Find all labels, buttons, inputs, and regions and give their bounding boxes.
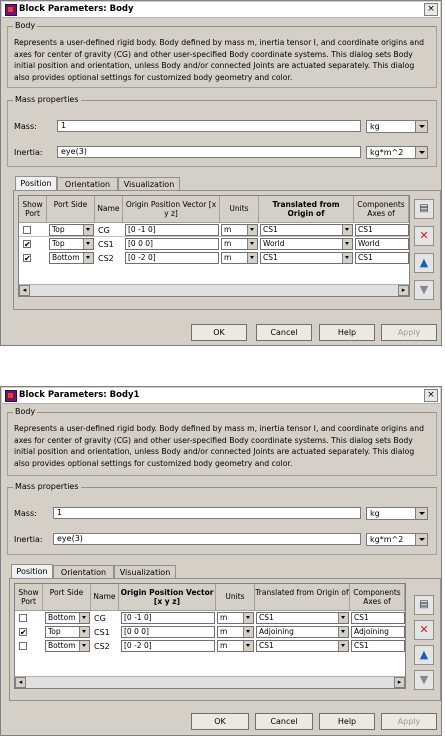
row-name: CG [98, 226, 110, 235]
inertia-unit-value: kg*m^2 [370, 535, 404, 544]
dialog-block-parameters-body1 [0, 386, 442, 736]
tab-orientation[interactable]: Orientation [53, 565, 114, 579]
chevron-down-icon[interactable] [243, 627, 253, 637]
translated-from-value: Adjoining [259, 627, 294, 636]
horizontal-scrollbar[interactable] [19, 284, 409, 296]
matlab-block-icon [5, 4, 17, 16]
port-side-select[interactable] [45, 626, 90, 638]
cancel-button[interactable]: Cancel [256, 324, 312, 341]
mass-unit-value: kg [370, 122, 380, 131]
units-value: m [220, 613, 228, 622]
mass-input[interactable]: 1 [57, 120, 361, 132]
translated-from-value: CS1 [263, 253, 278, 262]
port-side-value: Bottom [52, 253, 80, 262]
body-group-label: Body [15, 407, 36, 416]
units-select[interactable] [221, 238, 258, 250]
chevron-down-icon[interactable] [338, 641, 348, 651]
units-value: m [224, 225, 232, 234]
units-value: m [220, 627, 228, 636]
mass-label: Mass: [14, 509, 37, 518]
chevron-down-icon[interactable] [342, 253, 352, 263]
chevron-down-icon[interactable] [415, 534, 427, 545]
mass-unit-value: kg [370, 509, 380, 518]
ok-button[interactable]: OK [191, 713, 249, 730]
arrow-up-icon[interactable]: ▲ [414, 645, 434, 665]
components-axes-field[interactable]: CS1 [351, 612, 405, 624]
arrow-down-icon[interactable]: ▼ [414, 280, 434, 300]
mass-unit-select[interactable] [366, 507, 428, 520]
dialog-title: Block Parameters: Body [19, 4, 134, 14]
delete-icon[interactable]: ✕ [414, 226, 434, 246]
show-port-checkbox[interactable] [23, 226, 31, 234]
dialog-block-parameters-body [0, 0, 442, 346]
port-side-value: Top [52, 225, 65, 234]
position-tab-panel [13, 190, 441, 310]
chevron-down-icon[interactable] [342, 225, 352, 235]
header-port-side: Port Side [47, 196, 95, 223]
body-group [7, 21, 437, 88]
tab-orientation[interactable]: Orientation [57, 177, 118, 191]
translated-from-select[interactable] [260, 224, 353, 236]
table-icon[interactable]: ▤ [414, 595, 434, 615]
chevron-down-icon[interactable] [83, 253, 93, 263]
tab-visualization[interactable]: Visualization [114, 565, 176, 579]
components-axes-field[interactable]: CS1 [351, 640, 405, 652]
chevron-down-icon[interactable] [415, 508, 427, 519]
port-side-value: Top [48, 627, 61, 636]
tab-position[interactable]: Position [11, 564, 53, 579]
title-bar[interactable] [2, 2, 440, 18]
scroll-left-icon[interactable]: ◂ [15, 677, 26, 688]
chevron-down-icon[interactable] [79, 613, 89, 623]
units-select[interactable] [217, 612, 254, 624]
inertia-label: Inertia: [14, 535, 43, 544]
inertia-unit-select[interactable] [366, 146, 428, 159]
chevron-down-icon[interactable] [83, 225, 93, 235]
arrow-up-icon[interactable]: ▲ [414, 253, 434, 273]
chevron-down-icon[interactable] [247, 239, 257, 249]
apply-button[interactable]: Apply [381, 324, 437, 341]
inertia-unit-select[interactable] [366, 533, 428, 546]
dialog-title: Block Parameters: Body1 [19, 390, 140, 400]
close-icon[interactable]: × [424, 389, 438, 402]
inertia-label: Inertia: [14, 148, 43, 157]
chevron-down-icon[interactable] [247, 225, 257, 235]
chevron-down-icon[interactable] [338, 613, 348, 623]
header-name: Name [91, 584, 119, 611]
header-translated-from: Translated from Origin of [259, 196, 354, 223]
origin-field[interactable]: [0 -2 0] [125, 252, 219, 264]
chevron-down-icon[interactable] [243, 641, 253, 651]
position-table [18, 195, 410, 297]
mass-input[interactable]: 1 [53, 507, 361, 519]
header-translated-from: Translated from Origin of [255, 584, 350, 611]
position-tab-panel [9, 578, 441, 701]
body-group [7, 407, 437, 476]
header-components-axes: Components Axes of [354, 196, 409, 223]
components-axes-field[interactable]: World [355, 238, 409, 250]
row-name: CS2 [98, 254, 114, 263]
header-origin-position: Origin Position Vector [x y z] [123, 196, 220, 223]
chevron-down-icon[interactable] [83, 239, 93, 249]
header-components-axes: Components Axes of [350, 584, 405, 611]
body-description: Represents a user-defined rigid body. Body defined by mass m, inertia tensor I, and coordinate origins and axes for center of gravity (CG) and other user-specified Body coordinate systems. This dialog sets Body initial position and orientation, unless Body and/or connected Joints are actuated separately. This dialog also provides optional settings for customized body geometry and color. [14, 38, 424, 82]
header-origin-position: Origin Position Vector [x y z] [119, 584, 216, 611]
table-icon[interactable]: ▤ [414, 199, 434, 219]
components-axes-field[interactable]: CS1 [355, 224, 409, 236]
show-port-checkbox[interactable]: ✔ [24, 240, 31, 249]
inertia-input[interactable]: eye(3) [53, 533, 361, 545]
units-select[interactable] [217, 640, 254, 652]
mass-properties-group [7, 95, 437, 167]
chevron-down-icon[interactable] [415, 147, 427, 158]
header-port-side: Port Side [43, 584, 91, 611]
mass-label: Mass: [14, 122, 37, 131]
origin-field[interactable]: [0 -1 0] [121, 612, 215, 624]
arrow-down-icon[interactable]: ▼ [414, 670, 434, 690]
translated-from-value: CS1 [259, 641, 274, 650]
body-group-label: Body [15, 21, 36, 30]
inertia-unit-value: kg*m^2 [370, 148, 404, 157]
mass-properties-group [7, 482, 437, 555]
chevron-down-icon[interactable] [415, 121, 427, 132]
show-port-checkbox[interactable]: ✔ [20, 628, 27, 637]
help-button[interactable]: Help [319, 713, 375, 730]
translated-from-select[interactable] [256, 640, 349, 652]
help-button[interactable]: Help [319, 324, 375, 341]
close-icon[interactable]: × [424, 3, 438, 16]
mass-properties-label: Mass properties [15, 95, 79, 104]
row-name: CG [94, 614, 106, 623]
port-side-select[interactable] [49, 238, 94, 250]
horizontal-scrollbar[interactable] [15, 676, 405, 688]
show-port-checkbox[interactable] [19, 614, 27, 622]
scroll-right-icon[interactable]: ▸ [394, 677, 405, 688]
port-side-select[interactable] [45, 612, 90, 624]
chevron-down-icon[interactable] [338, 627, 348, 637]
header-units: Units [216, 584, 255, 611]
port-side-select[interactable] [49, 224, 94, 236]
translated-from-value: CS1 [259, 613, 274, 622]
show-port-checkbox[interactable] [19, 642, 27, 650]
origin-field[interactable]: [0 0 0] [125, 238, 219, 250]
mass-properties-label: Mass properties [15, 482, 79, 491]
translated-from-value: CS1 [263, 225, 278, 234]
units-select[interactable] [221, 252, 258, 264]
scroll-right-icon[interactable]: ▸ [398, 285, 409, 296]
translated-from-select[interactable] [256, 626, 349, 638]
origin-field[interactable]: [0 0 0] [121, 626, 215, 638]
mass-unit-select[interactable] [366, 120, 428, 133]
translated-from-select[interactable] [260, 252, 353, 264]
units-value: m [220, 641, 228, 650]
chevron-down-icon[interactable] [247, 253, 257, 263]
ok-button[interactable]: OK [191, 324, 247, 341]
units-value: m [224, 253, 232, 262]
translated-from-select[interactable] [260, 238, 353, 250]
delete-icon[interactable]: ✕ [414, 620, 434, 640]
units-value: m [224, 239, 232, 248]
header-show-port: Show Port [19, 196, 47, 223]
chevron-down-icon[interactable] [243, 613, 253, 623]
origin-field[interactable]: [0 -2 0] [121, 640, 215, 652]
tab-visualization[interactable]: Visualization [118, 177, 180, 191]
inertia-input[interactable]: eye(3) [57, 146, 361, 158]
components-axes-field[interactable]: Adjoining [351, 626, 405, 638]
tab-position[interactable]: Position [15, 176, 57, 191]
row-name: CS1 [98, 240, 114, 249]
header-units: Units [220, 196, 259, 223]
row-name: CS1 [94, 628, 110, 637]
header-show-port: Show Port [15, 584, 43, 611]
port-side-select[interactable] [49, 252, 94, 264]
position-table [14, 583, 406, 689]
body-description: Represents a user-defined rigid body. Body defined by mass m, inertia tensor I, and coordinate origins and axes for center of gravity (CG) and other user-specified Body coordinate systems. This dialog sets Body initial position and orientation, unless Body and/or connected Joints are actuated separately. This dialog also provides optional settings for customized body geometry and color. [14, 424, 424, 468]
chevron-down-icon[interactable] [79, 627, 89, 637]
port-side-value: Top [52, 239, 65, 248]
apply-button[interactable]: Apply [381, 713, 437, 730]
chevron-down-icon[interactable] [79, 641, 89, 651]
translated-from-select[interactable] [256, 612, 349, 624]
scroll-left-icon[interactable]: ◂ [19, 285, 30, 296]
units-select[interactable] [221, 224, 258, 236]
translated-from-value: World [263, 239, 285, 248]
chevron-down-icon[interactable] [342, 239, 352, 249]
components-axes-field[interactable]: CS1 [355, 252, 409, 264]
row-name: CS2 [94, 642, 110, 651]
port-side-select[interactable] [45, 640, 90, 652]
show-port-checkbox[interactable]: ✔ [24, 254, 31, 263]
port-side-value: Bottom [48, 641, 76, 650]
title-bar[interactable] [2, 388, 440, 404]
matlab-block-icon [5, 390, 17, 402]
port-side-value: Bottom [48, 613, 76, 622]
units-select[interactable] [217, 626, 254, 638]
cancel-button[interactable]: Cancel [255, 713, 313, 730]
header-name: Name [95, 196, 123, 223]
origin-field[interactable]: [0 -1 0] [125, 224, 219, 236]
